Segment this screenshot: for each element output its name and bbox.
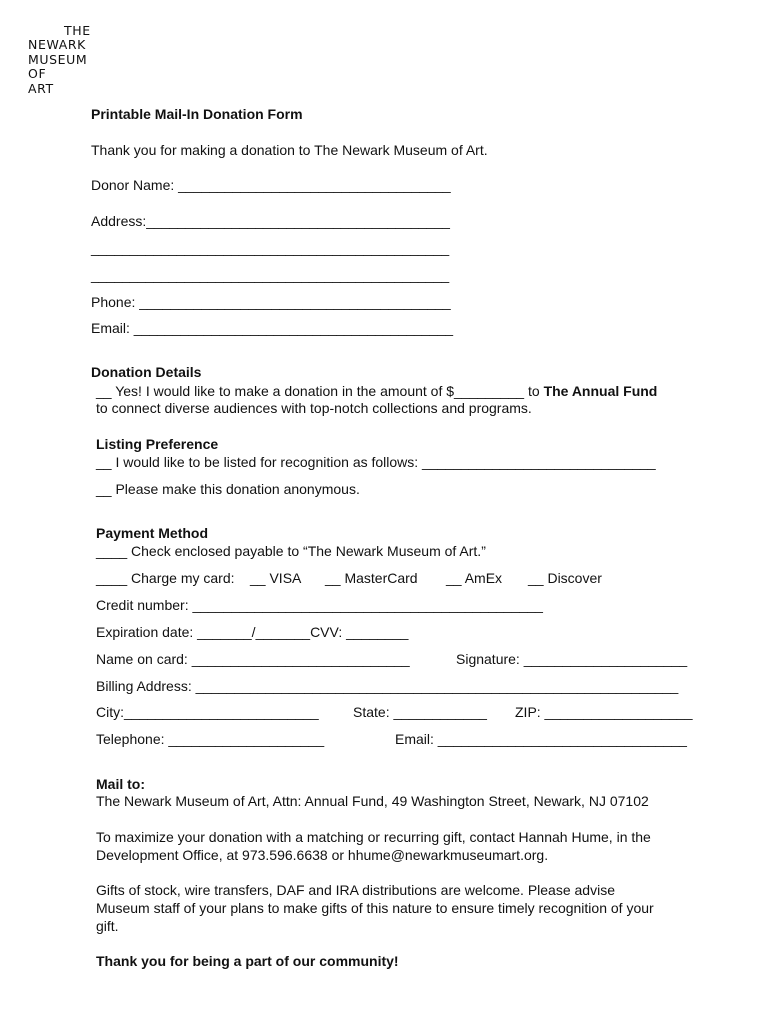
logo-line-art: ART	[28, 80, 54, 96]
museum-logo	[28, 24, 91, 96]
listing-recognition-option[interactable]: __ I would like to be listed for recognition as follows: ______________________________	[96, 454, 656, 470]
donor-name-field[interactable]: Donor Name: ___________________________________	[91, 177, 451, 193]
listing-anonymous-option[interactable]: __ Please make this donation anonymous.	[96, 481, 360, 497]
gifts-text-line-1: Gifts of stock, wire transfers, DAF and IRA distributions are welcome. Please advise	[96, 882, 615, 898]
donation-amount-line[interactable]	[96, 383, 657, 400]
address-field[interactable]: Address:_______________________________________	[91, 213, 450, 229]
card-amex-option[interactable]: __ AmEx	[446, 570, 503, 586]
card-mastercard-option[interactable]: __ MasterCard	[325, 570, 418, 586]
mail-address-text: The Newark Museum of Art, Attn: Annual Fund, 49 Washington Street, Newark, NJ 07102	[96, 793, 649, 809]
state-field[interactable]: State: ____________	[353, 704, 487, 720]
billing-email-field[interactable]: Email: ________________________________	[395, 731, 687, 747]
listing-preference-heading: Listing Preference	[96, 436, 219, 452]
phone-field[interactable]: Phone: ________________________________________	[91, 294, 451, 310]
signature-field[interactable]: Signature: _____________________	[456, 651, 688, 667]
logo-line-the: THE	[64, 23, 91, 38]
closing-thanks: Thank you for being a part of our community!	[96, 953, 399, 969]
matching-gift-text-line-1: To maximize your donation with a matching or recurring gift, contact Hannah Hume, in the	[96, 829, 651, 845]
thanks-text: Thank you for making a donation to The Newark Museum of Art.	[91, 142, 488, 158]
logo-line-museum: MUSEUM	[28, 51, 88, 67]
card-discover-option[interactable]: __ Discover	[528, 570, 602, 586]
gifts-text-line-2: Museum staff of your plans to make gifts of this nature to ensure timely recognition of your	[96, 900, 654, 916]
payment-method-heading: Payment Method	[96, 525, 209, 541]
form-title: Printable Mail-In Donation Form	[91, 106, 303, 122]
credit-number-field[interactable]: Credit number: _____________________________________________	[96, 597, 543, 613]
address-line-3-field[interactable]: ______________________________________________	[91, 267, 450, 283]
logo-line-of: OF	[28, 66, 47, 82]
annual-fund-name: The Annual Fund	[543, 383, 658, 399]
donation-details-heading: Donation Details	[91, 364, 202, 380]
card-visa-option[interactable]: __ VISA	[250, 570, 302, 586]
matching-gift-text-line-2: Development Office, at 973.596.6638 or hhume@newarkmuseumart.org.	[96, 847, 549, 863]
logo-line-newark: NEWARK	[28, 37, 86, 53]
email-field[interactable]: Email: _________________________________________	[91, 320, 454, 336]
expiration-cvv-field[interactable]: Expiration date: _______/_______CVV: ________	[96, 624, 409, 640]
gifts-text-line-3: gift.	[96, 918, 119, 934]
billing-address-field[interactable]: Billing Address: ______________________________________________________________	[96, 678, 679, 694]
city-field[interactable]: City:_________________________	[96, 704, 319, 720]
address-line-2-field[interactable]: ______________________________________________	[91, 240, 450, 256]
donation-amount-text: __ Yes! I would like to make a donation in the amount of $_________ to	[96, 383, 544, 399]
telephone-field[interactable]: Telephone: ____________________	[96, 731, 325, 747]
mail-to-heading: Mail to:	[96, 776, 145, 792]
payment-check-option[interactable]: ____ Check enclosed payable to “The Newark Museum of Art.”	[96, 543, 486, 559]
name-on-card-field[interactable]: Name on card: ____________________________	[96, 651, 410, 667]
payment-charge-option[interactable]: ____ Charge my card:	[96, 570, 235, 586]
zip-field[interactable]: ZIP: ___________________	[515, 704, 693, 720]
donation-purpose-text: to connect diverse audiences with top-notch collections and programs.	[96, 400, 532, 416]
